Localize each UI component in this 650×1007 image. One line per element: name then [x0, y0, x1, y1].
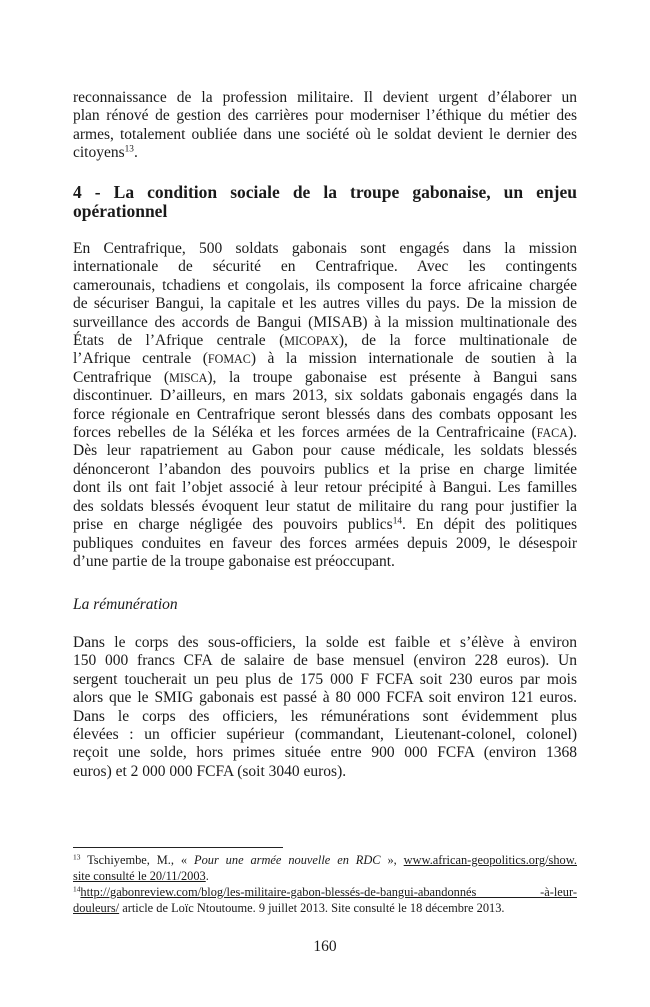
text-line: Dès leur rapatriement au Gabon pour cause médicale, les soldats blessés	[73, 442, 577, 460]
footnote-link[interactable]: http://gabonreview.com/blog/les-militaire-gabon-blessés-de-bangui-abandonnés -à-leur-	[80, 885, 577, 899]
text-segment: FACA	[536, 426, 568, 441]
text-segment: Centrafrique (	[73, 368, 170, 386]
text-line	[73, 424, 577, 442]
text-segment: »,	[380, 853, 404, 867]
text-segment: forces rebelles de la Séléka et les forces armées de la Centrafricaine (	[73, 424, 537, 442]
footnote-link[interactable]: douleurs/	[73, 900, 120, 915]
text-line: internationale de sécurité en Centrafrique. Avec les contingents	[73, 258, 577, 276]
text-segment: prise en charge négligée des pouvoirs publics	[73, 516, 393, 534]
text-segment: ), la troupe gabonaise est présente à Bangui sans	[207, 368, 577, 386]
text-line: 4 - La condition sociale de la troupe gabonaise, un enjeu	[73, 182, 577, 202]
text-segment: ) à la mission internationale de soutien à la	[250, 350, 577, 368]
text-line: Dans le corps des sous-officiers, la solde est faible et s’élève à environ	[73, 634, 577, 651]
text-line: opérationnel	[73, 201, 168, 221]
text-line: dénonceront l’abandon des pouvoirs publics et la prise en charge limitée	[73, 460, 577, 478]
text-line	[73, 853, 577, 869]
paragraph-remuneration	[73, 634, 577, 781]
text-segment: MISCA	[169, 370, 208, 385]
text-segment: .	[133, 144, 138, 162]
text-line: plan rénové de gestion des carrières pour moderniser l’éthique du métier des	[73, 107, 577, 125]
footnote-ref: 13	[124, 144, 134, 155]
text-segment: ), de la force multinationale de	[338, 332, 577, 350]
text-line: armes, totalement oubliée dans une société où le soldat devient le dernier des	[73, 125, 577, 143]
text-line: alors que le SMIG gabonais est passé à 80 000 FCFA soit environ 121 euros.	[73, 689, 577, 707]
text-line	[73, 869, 577, 885]
text-segment: .	[205, 868, 209, 883]
page-number: 160	[313, 938, 337, 955]
text-line: En Centrafrique, 500 soldats gabonais sont engagés dans la mission	[73, 240, 577, 257]
text-line	[73, 332, 577, 350]
text-line: reconnaissance de la profession militaire. Il devient urgent d’élaborer un	[73, 89, 577, 106]
subheading-remuneration: La rémunération	[73, 596, 178, 613]
text-line: euros) et 2 000 000 FCFA (soit 3040 euros).	[73, 762, 347, 780]
footnote-ref: 13	[73, 852, 81, 862]
footnote-14	[73, 885, 577, 916]
footnote-link[interactable]: www.african-geopolitics.org/show.	[403, 853, 577, 867]
text-line: force régionale en Centrafrique seront blessés dans des combats opposant les	[73, 405, 577, 423]
text-segment: citoyens	[73, 144, 125, 162]
footnote-13	[73, 853, 577, 884]
text-line	[73, 144, 577, 162]
text-segment: Tschiyembe, M., «	[80, 853, 194, 867]
footnote-link[interactable]: site consulté le 20/11/2003	[73, 868, 206, 883]
text-segment: FOMAC	[207, 352, 251, 367]
text-segment: États de l’Afrique centrale (	[73, 332, 285, 350]
text-line: élevées : un officier supérieur (commandant, Lieutenant-colonel, colonel)	[73, 726, 577, 744]
text-line: dont ils ont fait l’objet associé à leur retour précipité à Bangui. Les familles	[73, 479, 577, 497]
footnote-ref: 14	[392, 516, 402, 527]
text-line	[73, 369, 577, 387]
text-line: publiques conduites en faveur des forces armées depuis 2009, le désespoir	[73, 534, 577, 552]
text-line	[73, 885, 577, 901]
paragraph-intro	[73, 89, 577, 163]
text-segment: MICOPAX	[284, 334, 339, 349]
text-line: reçoit une solde, hors primes située entre 900 000 FCFA (environ 1368	[73, 744, 577, 762]
text-segment: Pour une armée nouvelle en RDC	[194, 853, 381, 867]
text-line: discontinuer. D’ailleurs, en mars 2013, six soldats gabonais engagés dans la	[73, 387, 577, 405]
text-segment: article de Loïc Ntoutoume. 9 juillet 2013. Site consulté le 18 décembre 2013.	[119, 900, 505, 915]
text-line: d’une partie de la troupe gabonaise est préoccupant.	[73, 552, 395, 570]
text-line: camerounais, tchadiens et congolais, ils composent la force africaine chargée	[73, 276, 577, 294]
section-heading	[73, 183, 577, 221]
paragraph-centrafrique	[73, 240, 577, 571]
text-segment: . En dépit des politiques	[401, 516, 578, 534]
text-line: surveillance des accords de Bangui (MISAB) à la mission multinationale des	[73, 313, 577, 331]
text-line: de sécuriser Bangui, la capitale et les autres villes du pays. De la mission de	[73, 295, 577, 313]
text-line: Dans le corps des officiers, les rémunérations sont évidemment plus	[73, 707, 577, 725]
text-line	[73, 350, 577, 368]
footnote-divider	[73, 847, 283, 848]
text-segment: ).	[567, 424, 577, 442]
text-line: sergent toucherait un peu plus de 175 000 F FCFA soit 230 euros par mois	[73, 670, 577, 688]
footnote-ref: 14	[73, 884, 81, 894]
text-line	[73, 901, 577, 917]
text-segment: l’Afrique centrale (	[73, 350, 208, 368]
text-line: 150 000 francs CFA de salaire de base mensuel (environ 228 euros). Un	[73, 652, 577, 670]
text-line: des soldats blessés évoquent leur statut de militaire du rang pour justifier la	[73, 497, 577, 515]
text-line	[73, 516, 577, 534]
